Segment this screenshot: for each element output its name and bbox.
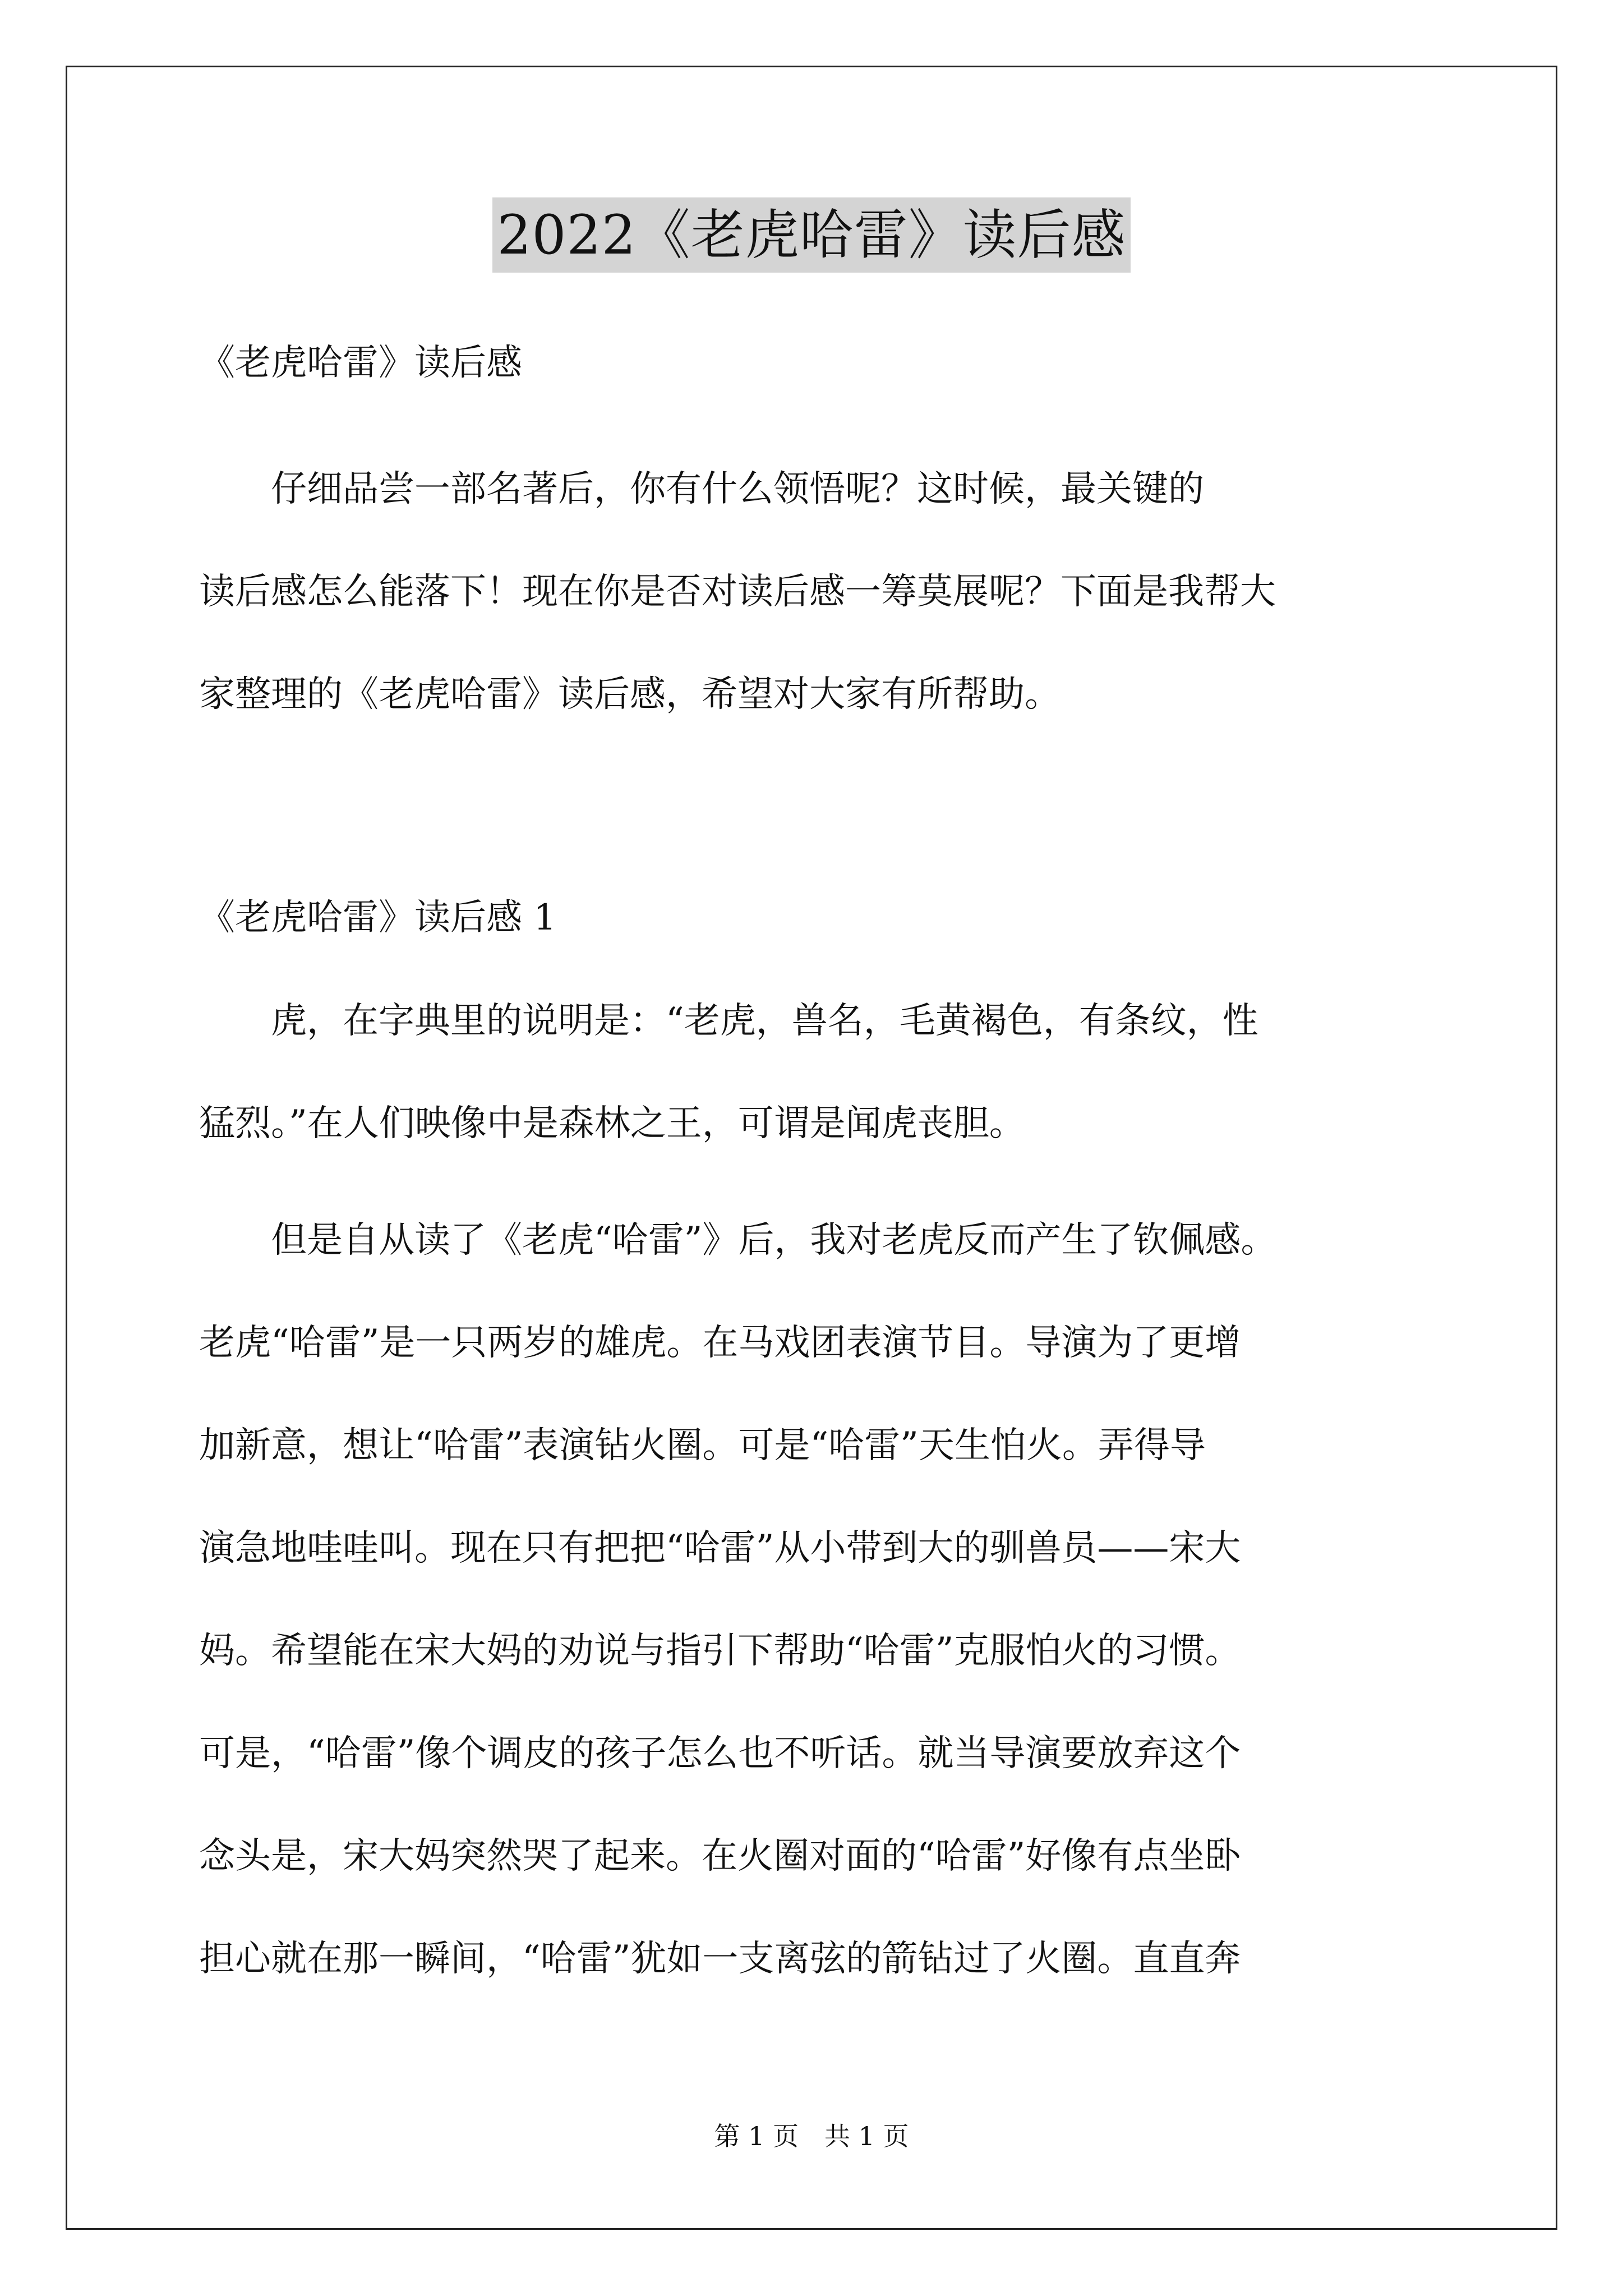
paragraph-line: 家整理的《老虎哈雷》读后感，希望对大家有所帮助。 — [199, 674, 1061, 715]
paragraph-line: 虎，在字典里的说明是：“老虎，兽名，毛黄褐色，有条纹，性 — [199, 1000, 1258, 1042]
paragraph-line: 念头是，宋大妈突然哭了起来。在火圈对面的“哈雷”好像有点坐卧 — [199, 1835, 1241, 1877]
paragraph-line: 仔细品尝一部名著后，你有什么领悟呢？这时候，最关键的 — [199, 468, 1204, 510]
paragraph-line: 演急地哇哇叫。现在只有把把“哈雷”从小带到大的驯兽员——宋大 — [199, 1527, 1241, 1569]
document-subtitle — [199, 312, 1433, 415]
paragraph-line: 妈。希望能在宋大妈的劝说与指引下帮助“哈雷”克服怕火的习惯。 — [199, 1630, 1241, 1672]
document-title-text: 2022《老虎哈雷》读后感 — [492, 197, 1130, 273]
paragraph-line: 可是，“哈雷”像个调皮的孩子怎么也不听话。就当导演要放弃这个 — [199, 1733, 1241, 1774]
paragraph-line: 读后感怎么能落下！现在你是否对读后感一筹莫展呢？下面是我帮大 — [199, 571, 1276, 613]
body-paragraph-1 — [199, 970, 1433, 1175]
paragraph-line: 但是自从读了《老虎“哈雷”》后，我对老虎反而产生了钦佩感。 — [199, 1220, 1277, 1261]
subtitle-line: 《老虎哈雷》读后感 — [199, 342, 522, 384]
paragraph-line: 加新意，想让“哈雷”表演钻火圈。可是“哈雷”天生怕火。弄得导 — [199, 1425, 1206, 1466]
document-title — [0, 197, 1623, 273]
page-number: 第 1 页 共 1 页 — [714, 2121, 909, 2151]
section-heading — [199, 867, 1433, 969]
paragraph-line: 担心就在那一瞬间，“哈雷”犹如一支离弦的箭钻过了火圈。直直奔 — [199, 1938, 1241, 1980]
page-footer — [0, 2119, 1623, 2153]
section-heading-text: 《老虎哈雷》读后感 1 — [199, 897, 557, 938]
body-paragraph-2 — [199, 1189, 1433, 2010]
intro-paragraph — [199, 438, 1433, 746]
paragraph-line: 猛烈。”在人们映像中是森林之王，可谓是闻虎丧胆。 — [199, 1103, 1025, 1144]
paragraph-line: 老虎“哈雷”是一只两岁的雄虎。在马戏团表演节目。导演为了更增 — [199, 1322, 1241, 1364]
